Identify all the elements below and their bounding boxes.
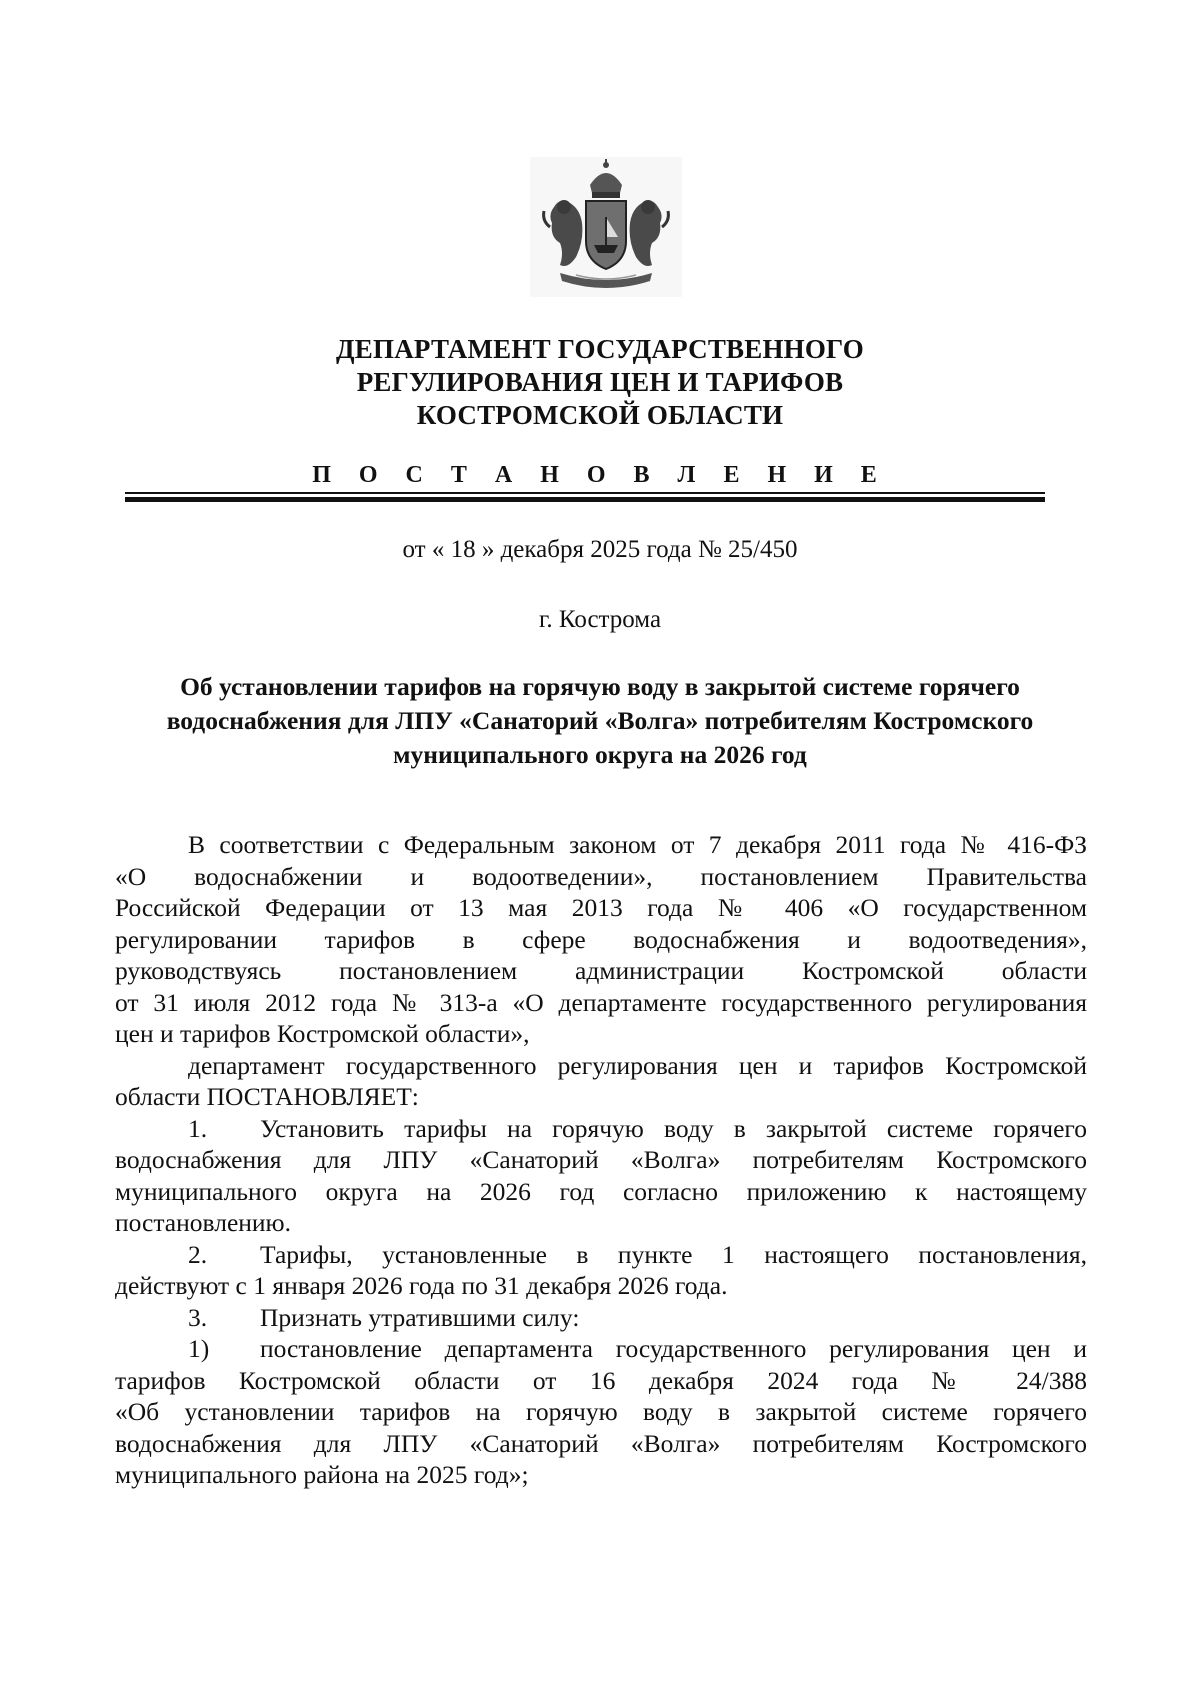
body-line: муниципального района на 2025 год»; bbox=[115, 1460, 529, 1489]
document-type-heading: П О С Т А Н О В Л Е Н И Е bbox=[312, 462, 888, 488]
sub-item-1-first-line bbox=[115, 1333, 1087, 1365]
item-number: 2. bbox=[188, 1239, 208, 1269]
body-line: тарифов Костромской области от 16 декабря 2024 года № 24/388 bbox=[115, 1365, 1087, 1395]
body-line: муниципального округа на 2026 год согласно приложению к настоящему bbox=[115, 1176, 1087, 1206]
body-line: области ПОСТАНОВЛЯЕТ: bbox=[115, 1082, 419, 1111]
item-1-first-line bbox=[115, 1113, 1087, 1145]
title-line: муниципального округа на 2026 год bbox=[393, 740, 807, 769]
body-line: постановлению. bbox=[115, 1208, 291, 1237]
department-line: КОСТРОМСКОЙ ОБЛАСТИ bbox=[416, 400, 784, 430]
body-line: постановление департамента государственного регулирования цен и bbox=[260, 1334, 1087, 1363]
title-line: водоснабжения для ЛПУ «Санаторий «Волга» потребителям Костромского bbox=[166, 706, 1034, 735]
decree-title bbox=[115, 670, 1085, 772]
decree-body bbox=[115, 829, 1087, 1491]
body-line: руководствуясь постановлением администрации Костромской области bbox=[115, 956, 1087, 985]
body-line: Российской Федерации от 13 мая 2013 года № 406 «О государственном bbox=[115, 893, 1087, 922]
body-line: Тарифы, установленные в пункте 1 настоящего постановления, bbox=[260, 1239, 1087, 1269]
body-line: водоснабжения для ЛПУ «Санаторий «Волга» потребителям Костромского bbox=[115, 1428, 1087, 1458]
item-number: 1. bbox=[188, 1113, 208, 1143]
body-line: Признать утратившими силу: bbox=[260, 1302, 580, 1332]
body-line: действуют с 1 января 2026 года по 31 декабря 2026 года. bbox=[115, 1271, 728, 1300]
coat-of-arms-icon bbox=[530, 157, 682, 297]
header-divider-thick bbox=[125, 497, 1045, 502]
body-line: «О водоснабжении и водоотведении», постановлением Правительства bbox=[115, 861, 1087, 891]
item-2-first-line bbox=[115, 1239, 1087, 1271]
item-number: 1) bbox=[188, 1334, 210, 1363]
body-line: Установить тарифы на горячую воду в закрытой системе горячего bbox=[260, 1113, 1087, 1143]
body-line: от 31 июля 2012 года № 313-а «О департаменте государственного регулирования bbox=[115, 987, 1087, 1017]
decree-date-number: от « 18 » декабря 2025 года № 25/450 bbox=[402, 536, 798, 563]
body-line: цен и тарифов Костромской области», bbox=[115, 1019, 530, 1048]
body-line: департамент государственного регулирования цен и тарифов Костромской bbox=[188, 1050, 1087, 1080]
body-line: «Об установлении тарифов на горячую воду в закрытой системе горячего bbox=[115, 1397, 1087, 1426]
decree-city: г. Кострома bbox=[538, 606, 662, 633]
item-number: 3. bbox=[188, 1302, 208, 1332]
header-divider-thin bbox=[125, 492, 1045, 494]
body-line: регулировании тарифов в сфере водоснабжения и водоотведения», bbox=[115, 924, 1087, 954]
department-line: РЕГУЛИРОВАНИЯ ЦЕН И ТАРИФОВ bbox=[356, 367, 844, 397]
body-line: водоснабжения для ЛПУ «Санаторий «Волга» потребителям Костромского bbox=[115, 1145, 1087, 1174]
item-3-line bbox=[115, 1302, 1087, 1334]
department-line: ДЕПАРТАМЕНТ ГОСУДАРСТВЕННОГО bbox=[336, 334, 864, 364]
body-line: В соответствии с Федеральным законом от 7 декабря 2011 года № 416-ФЗ bbox=[188, 830, 1087, 859]
department-name bbox=[0, 333, 1200, 432]
title-line: Об установлении тарифов на горячую воду в закрытой системе горячего bbox=[180, 672, 1020, 701]
